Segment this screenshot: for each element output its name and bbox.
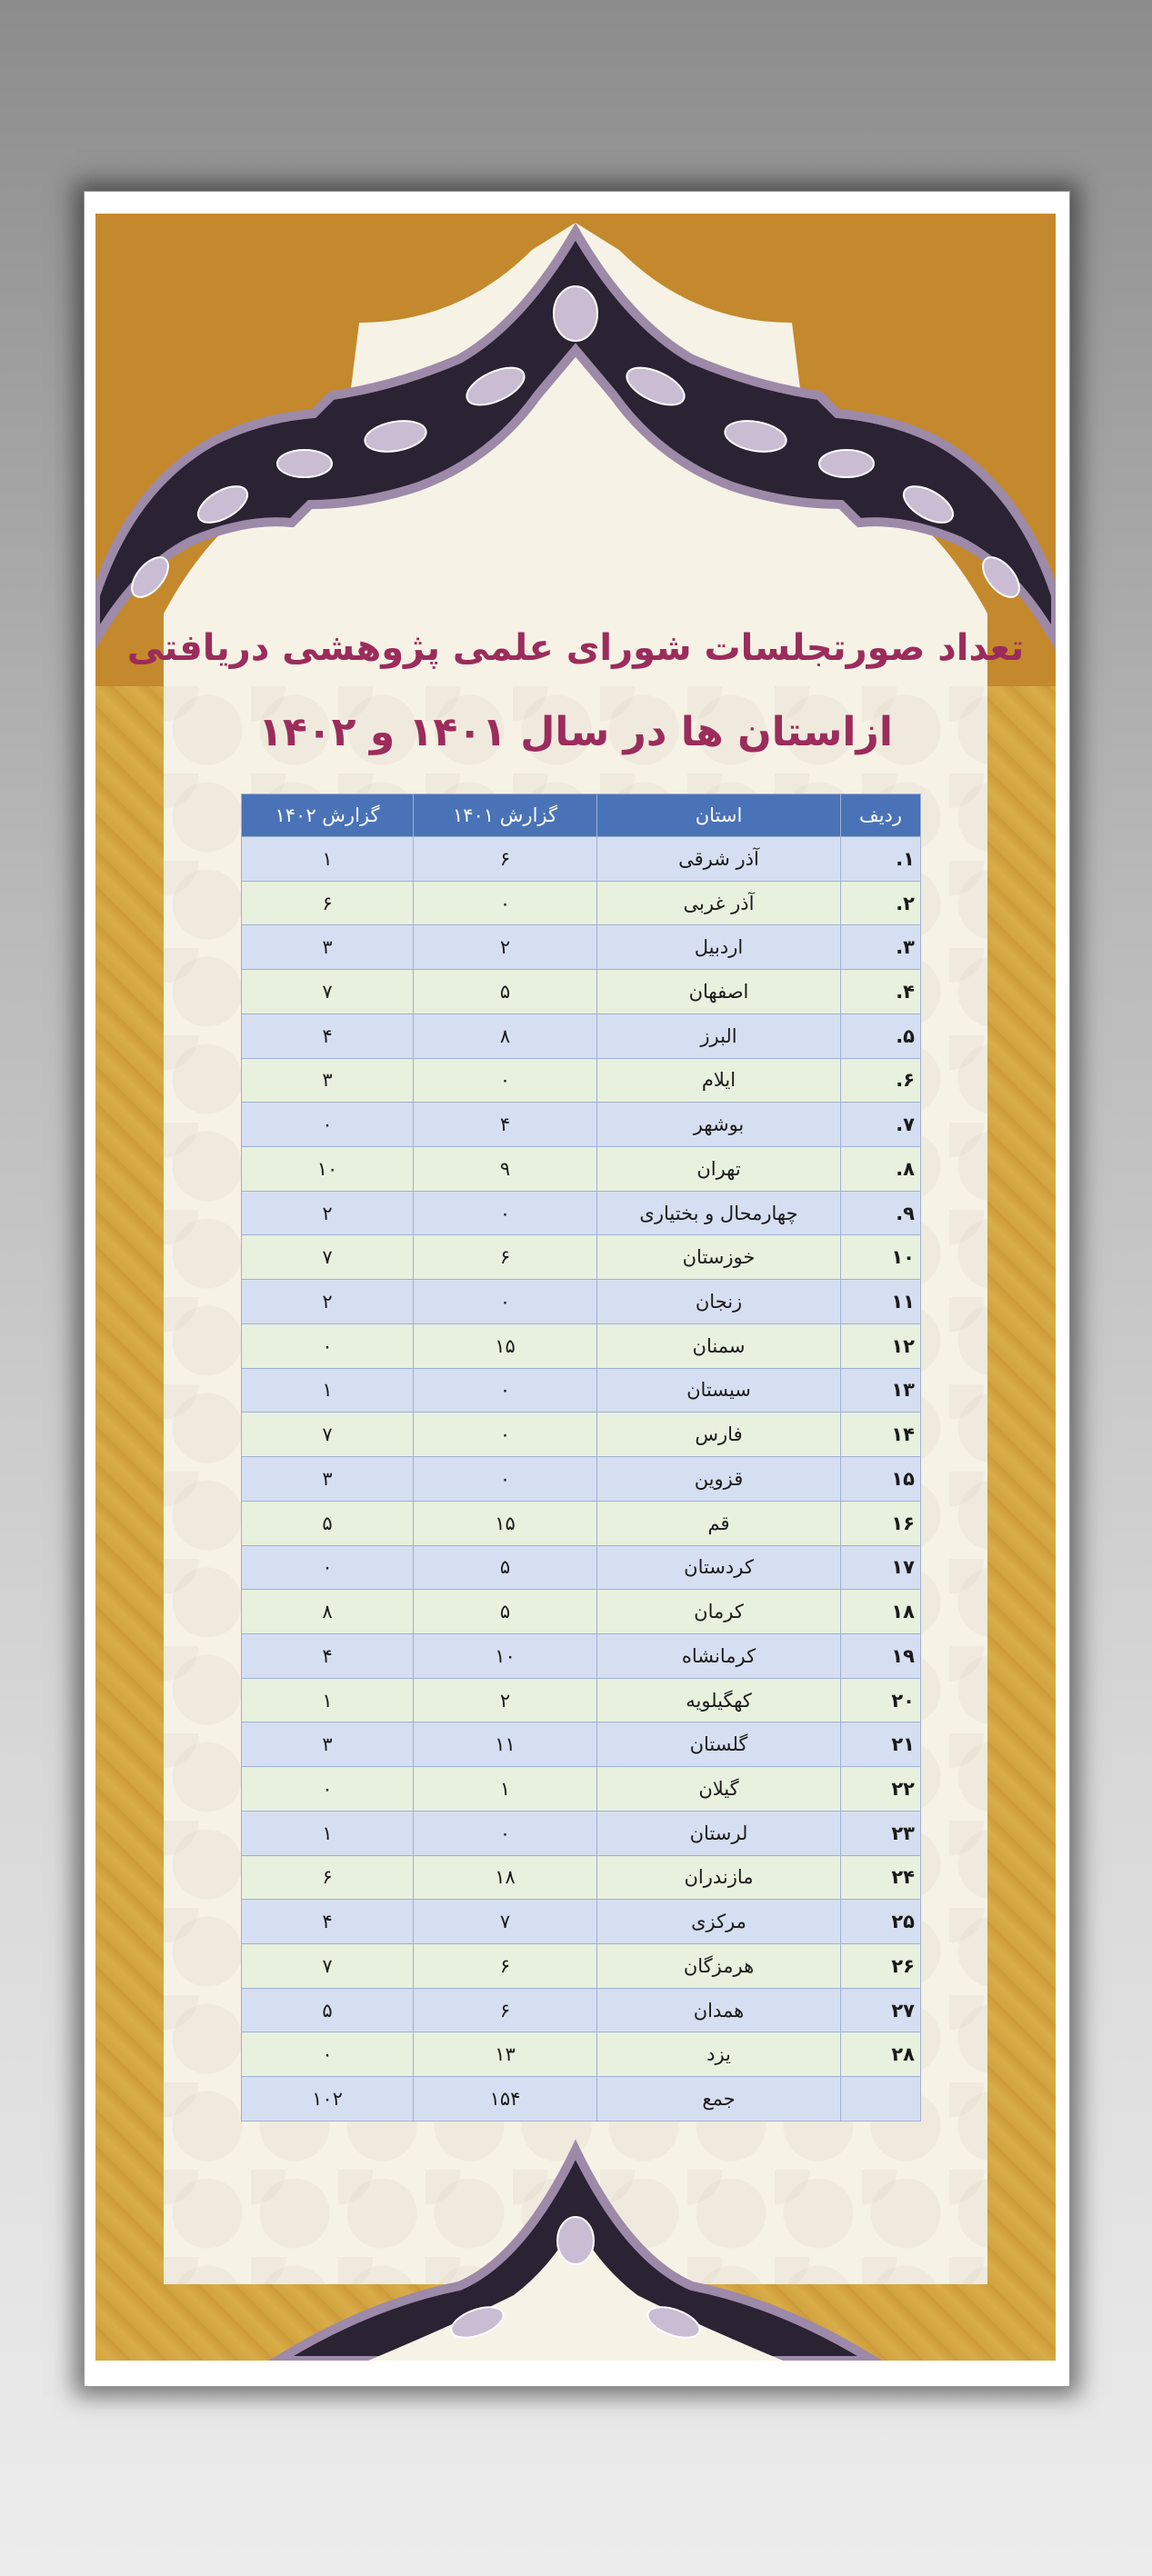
- cell-report-1401: ۱۸: [414, 1855, 597, 1900]
- table-row: [242, 1943, 921, 1988]
- table-row: [242, 1058, 921, 1103]
- cell-report-1401: ۱: [414, 1767, 597, 1812]
- cell-report-1401: ۷: [414, 1900, 597, 1944]
- cell-report-1401: ۰: [414, 1457, 597, 1502]
- table-row: [242, 1501, 921, 1545]
- cell-province: آذر شرقی: [597, 837, 841, 882]
- cell-report-1401: ۸: [414, 1013, 597, 1058]
- cell-province: کهگیلویه: [597, 1678, 841, 1722]
- table-row: [242, 1147, 921, 1192]
- cell-province: یزد: [597, 2032, 841, 2077]
- poster-subtitle: ازاستان ها در سال ۱۴۰۱ و ۱۴۰۲: [258, 709, 893, 755]
- cell-report-1402: ۲: [242, 1280, 414, 1324]
- cell-province: گیلان: [597, 1767, 841, 1812]
- table-row: [242, 1722, 921, 1767]
- cell-report-1401: ۵: [414, 1590, 597, 1634]
- cell-report-1402: ۷: [242, 970, 414, 1014]
- cell-province: کرمان: [597, 1590, 841, 1634]
- cell-province: همدان: [597, 1988, 841, 2032]
- cell-province: لرستان: [597, 1811, 841, 1855]
- cell-row-number: ۲.: [841, 881, 921, 925]
- cell-province: البرز: [597, 1013, 841, 1058]
- cell-report-1401: ۶: [414, 1943, 597, 1988]
- cell-province: اردبیل: [597, 925, 841, 970]
- cell-row-number: ۱۰: [841, 1235, 921, 1280]
- cell-province: تهران: [597, 1147, 841, 1192]
- cell-report-1401: ۱۰: [414, 1633, 597, 1678]
- cell-row-number: ۱.: [841, 837, 921, 882]
- table-row: [242, 837, 921, 882]
- cell-row-number: ۱۵: [841, 1457, 921, 1502]
- cell-report-1401: ۰: [414, 881, 597, 925]
- table-row: [242, 925, 921, 970]
- cell-province: بوشهر: [597, 1103, 841, 1147]
- cell-row-number: ۱۴: [841, 1413, 921, 1457]
- cell-row-number: ۲۲: [841, 1767, 921, 1812]
- cell-report-1401: ۱۵: [414, 1501, 597, 1545]
- cell-row-number: ۱۶: [841, 1501, 921, 1545]
- cell-report-1402: ۰: [242, 1103, 414, 1147]
- table-header-row: [242, 794, 921, 837]
- cell-report-1402: ۸: [242, 1590, 414, 1634]
- cell-row-number: ۲۵: [841, 1900, 921, 1944]
- cell-row-number: ۱۳: [841, 1368, 921, 1413]
- cell-row-number: ۱۱: [841, 1280, 921, 1324]
- cell-report-1401: ۰: [414, 1058, 597, 1103]
- cell-province: مرکزی: [597, 1900, 841, 1944]
- cell-province: چهارمحال و بختیاری: [597, 1191, 841, 1235]
- cell-report-1401: ۶: [414, 1235, 597, 1280]
- cell-row-number: ۱۲: [841, 1323, 921, 1368]
- cell-report-1402: ۳: [242, 1722, 414, 1767]
- cell-province: قم: [597, 1501, 841, 1545]
- cell-province: اصفهان: [597, 970, 841, 1014]
- cell-report-1402: ۴: [242, 1633, 414, 1678]
- cell-province: فارس: [597, 1413, 841, 1457]
- table-row: [242, 1235, 921, 1280]
- table-row: [242, 1413, 921, 1457]
- table-row: [242, 1590, 921, 1634]
- cell-report-1402: ۴: [242, 1900, 414, 1944]
- table-row: [242, 1545, 921, 1590]
- cell-province: کردستان: [597, 1545, 841, 1590]
- cell-province: سیستان: [597, 1368, 841, 1413]
- cell-report-1402: ۰: [242, 1767, 414, 1812]
- table-row: [242, 2032, 921, 2077]
- table-row: [242, 1103, 921, 1147]
- cell-report-1401: ۰: [414, 1811, 597, 1855]
- table-row: [242, 1191, 921, 1235]
- cell-report-1401: ۰: [414, 1368, 597, 1413]
- cell-report-1402: ۱: [242, 837, 414, 882]
- cell-province: گلستان: [597, 1722, 841, 1767]
- total-label: جمع: [597, 2077, 841, 2122]
- cell-report-1401: ۲: [414, 1678, 597, 1722]
- table-row: [242, 1767, 921, 1812]
- cell-report-1402: ۵: [242, 1988, 414, 2032]
- table-row: [242, 1013, 921, 1058]
- header-province: استان: [597, 794, 841, 837]
- cell-report-1401: ۱۱: [414, 1722, 597, 1767]
- cell-row-number: ۲۱: [841, 1722, 921, 1767]
- reports-table: [241, 794, 921, 2122]
- table-row: [242, 970, 921, 1014]
- header-report-1402: گزارش ۱۴۰۲: [242, 794, 414, 837]
- header-row-number: ردیف: [841, 794, 921, 837]
- cell-row-number: ۷.: [841, 1103, 921, 1147]
- table-row: [242, 1457, 921, 1502]
- cell-province: خوزستان: [597, 1235, 841, 1280]
- cell-report-1402: ۶: [242, 881, 414, 925]
- cell-report-1402: ۱۰: [242, 1147, 414, 1192]
- cell-row-number: ۱۹: [841, 1633, 921, 1678]
- total-row-number: [841, 2077, 921, 2122]
- cell-report-1401: ۹: [414, 1147, 597, 1192]
- table-row: [242, 1678, 921, 1722]
- cell-report-1402: ۱: [242, 1678, 414, 1722]
- cell-report-1401: ۲: [414, 925, 597, 970]
- cell-report-1402: ۷: [242, 1235, 414, 1280]
- cell-report-1402: ۷: [242, 1413, 414, 1457]
- cell-report-1401: ۱۵: [414, 1323, 597, 1368]
- table-row: [242, 1633, 921, 1678]
- cell-report-1401: ۰: [414, 1280, 597, 1324]
- cell-report-1402: ۳: [242, 1058, 414, 1103]
- cell-report-1401: ۰: [414, 1191, 597, 1235]
- cell-row-number: ۶.: [841, 1058, 921, 1103]
- cell-row-number: ۹.: [841, 1191, 921, 1235]
- cell-report-1402: ۰: [242, 1323, 414, 1368]
- cell-row-number: ۲۷: [841, 1988, 921, 2032]
- total-report-1401: ۱۵۴: [414, 2077, 597, 2122]
- cell-row-number: ۱۷: [841, 1545, 921, 1590]
- cell-province: کرمانشاه: [597, 1633, 841, 1678]
- cell-report-1402: ۴: [242, 1013, 414, 1058]
- cell-province: ایلام: [597, 1058, 841, 1103]
- table-row: [242, 1900, 921, 1944]
- total-report-1402: ۱۰۲: [242, 2077, 414, 2122]
- cell-row-number: ۴.: [841, 970, 921, 1014]
- cell-report-1401: ۱۳: [414, 2032, 597, 2077]
- cell-row-number: ۲۳: [841, 1811, 921, 1855]
- cell-report-1402: ۰: [242, 2032, 414, 2077]
- table-row: [242, 1988, 921, 2032]
- cell-province: قزوین: [597, 1457, 841, 1502]
- cell-row-number: ۲۶: [841, 1943, 921, 1988]
- cell-row-number: ۸.: [841, 1147, 921, 1192]
- cell-row-number: ۵.: [841, 1013, 921, 1058]
- cell-report-1401: ۰: [414, 1413, 597, 1457]
- cell-row-number: ۲۴: [841, 1855, 921, 1900]
- header-report-1401: گزارش ۱۴۰۱: [414, 794, 597, 837]
- cell-report-1402: ۵: [242, 1501, 414, 1545]
- cell-report-1401: ۴: [414, 1103, 597, 1147]
- cell-province: مازندران: [597, 1855, 841, 1900]
- cell-province: سمنان: [597, 1323, 841, 1368]
- table-total-row: [242, 2077, 921, 2122]
- table-row: [242, 1811, 921, 1855]
- cell-row-number: ۳.: [841, 925, 921, 970]
- cell-report-1402: ۱: [242, 1811, 414, 1855]
- cell-report-1401: ۶: [414, 837, 597, 882]
- table-row: [242, 881, 921, 925]
- cell-row-number: ۲۰: [841, 1678, 921, 1722]
- table-row: [242, 1855, 921, 1900]
- cell-report-1401: ۵: [414, 970, 597, 1014]
- cell-report-1401: ۶: [414, 1988, 597, 2032]
- cell-province: آذر غربی: [597, 881, 841, 925]
- cell-province: هرمزگان: [597, 1943, 841, 1988]
- cell-report-1401: ۵: [414, 1545, 597, 1590]
- cell-report-1402: ۰: [242, 1545, 414, 1590]
- cell-report-1402: ۳: [242, 925, 414, 970]
- poster-title: تعداد صورتجلسات شورای علمی پژوهشی دریافتی: [126, 627, 1025, 669]
- cell-report-1402: ۲: [242, 1191, 414, 1235]
- cell-row-number: ۱۸: [841, 1590, 921, 1634]
- cell-province: زنجان: [597, 1280, 841, 1324]
- cell-report-1402: ۳: [242, 1457, 414, 1502]
- cell-row-number: ۲۸: [841, 2032, 921, 2077]
- table-row: [242, 1323, 921, 1368]
- cell-report-1402: ۷: [242, 1943, 414, 1988]
- cell-report-1402: ۶: [242, 1855, 414, 1900]
- table-row: [242, 1280, 921, 1324]
- cell-report-1402: ۱: [242, 1368, 414, 1413]
- table-row: [242, 1368, 921, 1413]
- table-body: [242, 837, 921, 2122]
